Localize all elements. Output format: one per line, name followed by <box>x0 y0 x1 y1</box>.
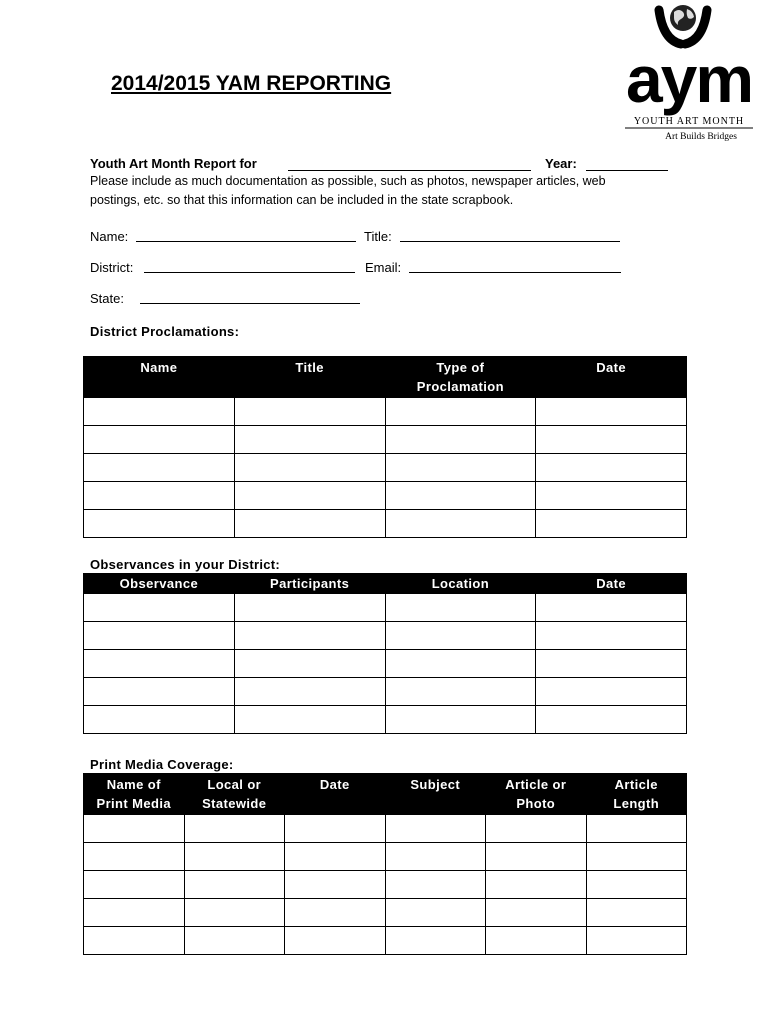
table-cell[interactable] <box>385 454 536 482</box>
title-field[interactable] <box>400 241 620 242</box>
table-row <box>84 899 687 927</box>
table-cell[interactable] <box>586 927 687 955</box>
table-row <box>84 482 687 510</box>
table-cell[interactable] <box>84 815 185 843</box>
table-cell[interactable] <box>536 510 687 538</box>
instructions-line-1: Please include as much documentation as possible, such as photos, newspaper articles, web <box>90 174 606 188</box>
table-cell[interactable] <box>385 398 536 426</box>
column-header: Title <box>234 357 385 398</box>
table-cell[interactable] <box>84 510 235 538</box>
year-field[interactable] <box>586 170 668 171</box>
report-for-label: Youth Art Month Report for <box>90 156 257 171</box>
table-row <box>84 927 687 955</box>
column-header: Local or Statewide <box>184 774 285 815</box>
table-cell[interactable] <box>385 510 536 538</box>
table-row <box>84 398 687 426</box>
table-cell[interactable] <box>486 815 587 843</box>
table-cell[interactable] <box>234 426 385 454</box>
table-cell[interactable] <box>84 706 235 734</box>
table-cell[interactable] <box>234 398 385 426</box>
district-field[interactable] <box>144 272 355 273</box>
proclamations-heading: District Proclamations: <box>90 324 240 339</box>
observances-table <box>83 573 687 734</box>
print-media-header-row <box>84 774 687 815</box>
table-cell[interactable] <box>385 426 536 454</box>
table-row <box>84 843 687 871</box>
column-header: Date <box>536 357 687 398</box>
column-header: Type of Proclamation <box>385 357 536 398</box>
table-cell[interactable] <box>84 650 235 678</box>
table-cell[interactable] <box>84 398 235 426</box>
table-cell[interactable] <box>486 871 587 899</box>
state-field[interactable] <box>140 303 360 304</box>
year-label: Year: <box>545 156 577 171</box>
table-row <box>84 678 687 706</box>
table-cell[interactable] <box>234 510 385 538</box>
name-label: Name: <box>90 229 129 244</box>
print-media-table <box>83 773 687 955</box>
table-cell[interactable] <box>385 815 486 843</box>
column-header: Article or Photo <box>486 774 587 815</box>
table-cell[interactable] <box>84 454 235 482</box>
print-media-heading: Print Media Coverage: <box>90 757 234 772</box>
table-cell[interactable] <box>84 594 235 622</box>
instructions-line-2: postings, etc. so that this information can be included in the state scrapbook. <box>90 193 514 207</box>
table-cell[interactable] <box>184 871 285 899</box>
table-cell[interactable] <box>234 678 385 706</box>
title-label: Title: <box>364 229 392 244</box>
table-cell[interactable] <box>536 678 687 706</box>
column-header: Name <box>84 357 235 398</box>
table-cell[interactable] <box>234 482 385 510</box>
table-cell[interactable] <box>184 899 285 927</box>
column-header: Observance <box>84 574 235 594</box>
table-cell[interactable] <box>385 706 536 734</box>
table-cell[interactable] <box>385 482 536 510</box>
observances-heading: Observances in your District: <box>90 557 281 572</box>
table-cell[interactable] <box>84 482 235 510</box>
table-cell[interactable] <box>536 650 687 678</box>
table-cell[interactable] <box>184 815 285 843</box>
state-label: State: <box>90 291 124 306</box>
table-cell[interactable] <box>536 622 687 650</box>
observances-header-row <box>84 574 687 594</box>
table-cell[interactable] <box>385 622 536 650</box>
table-cell[interactable] <box>586 871 687 899</box>
report-for-field[interactable] <box>288 170 531 171</box>
column-header: Subject <box>385 774 486 815</box>
table-cell[interactable] <box>285 815 386 843</box>
email-field[interactable] <box>409 272 621 273</box>
table-cell[interactable] <box>285 871 386 899</box>
column-header: Date <box>285 774 386 815</box>
table-cell[interactable] <box>285 927 386 955</box>
proclamations-header-row <box>84 357 687 398</box>
table-cell[interactable] <box>234 706 385 734</box>
column-header: Participants <box>234 574 385 594</box>
table-cell[interactable] <box>184 927 285 955</box>
table-cell[interactable] <box>385 678 536 706</box>
page-title: 2014/2015 YAM REPORTING <box>111 72 392 95</box>
table-cell[interactable] <box>84 426 235 454</box>
table-row <box>84 426 687 454</box>
table-cell[interactable] <box>385 594 536 622</box>
table-cell[interactable] <box>84 871 185 899</box>
column-header: Date <box>536 574 687 594</box>
column-header: Location <box>385 574 536 594</box>
column-header: Article Length <box>586 774 687 815</box>
table-cell[interactable] <box>84 899 185 927</box>
table-cell[interactable] <box>385 899 486 927</box>
email-label: Email: <box>365 260 402 275</box>
table-row <box>84 871 687 899</box>
table-cell[interactable] <box>536 594 687 622</box>
table-cell[interactable] <box>385 871 486 899</box>
table-cell[interactable] <box>486 927 587 955</box>
table-cell[interactable] <box>486 899 587 927</box>
table-cell[interactable] <box>385 650 536 678</box>
youth-art-month-logo <box>619 2 759 147</box>
table-cell[interactable] <box>586 843 687 871</box>
table-cell[interactable] <box>486 843 587 871</box>
table-row <box>84 815 687 843</box>
table-cell[interactable] <box>184 843 285 871</box>
svg-text:aym: aym <box>625 42 753 116</box>
table-row <box>84 706 687 734</box>
table-cell[interactable] <box>234 650 385 678</box>
table-cell[interactable] <box>586 899 687 927</box>
table-cell[interactable] <box>285 899 386 927</box>
table-row <box>84 622 687 650</box>
table-cell[interactable] <box>234 594 385 622</box>
table-row <box>84 454 687 482</box>
table-row <box>84 510 687 538</box>
table-row <box>84 650 687 678</box>
table-cell[interactable] <box>536 706 687 734</box>
svg-text:Art Builds Bridges: Art Builds Bridges <box>665 132 737 142</box>
column-header: Name of Print Media <box>84 774 185 815</box>
proclamations-table <box>83 356 687 538</box>
table-cell[interactable] <box>84 927 185 955</box>
table-cell[interactable] <box>84 678 235 706</box>
table-cell[interactable] <box>234 622 385 650</box>
table-cell[interactable] <box>536 482 687 510</box>
svg-text:YOUTH ART MONTH: YOUTH ART MONTH <box>633 116 745 127</box>
table-cell[interactable] <box>385 843 486 871</box>
globe-icon <box>670 5 696 31</box>
district-label: District: <box>90 260 134 275</box>
table-row <box>84 594 687 622</box>
table-cell[interactable] <box>536 454 687 482</box>
table-cell[interactable] <box>84 622 235 650</box>
table-cell[interactable] <box>586 815 687 843</box>
table-cell[interactable] <box>536 426 687 454</box>
table-cell[interactable] <box>536 398 687 426</box>
name-field[interactable] <box>136 241 356 242</box>
table-cell[interactable] <box>285 843 386 871</box>
table-cell[interactable] <box>84 843 185 871</box>
table-cell[interactable] <box>234 454 385 482</box>
table-cell[interactable] <box>385 927 486 955</box>
